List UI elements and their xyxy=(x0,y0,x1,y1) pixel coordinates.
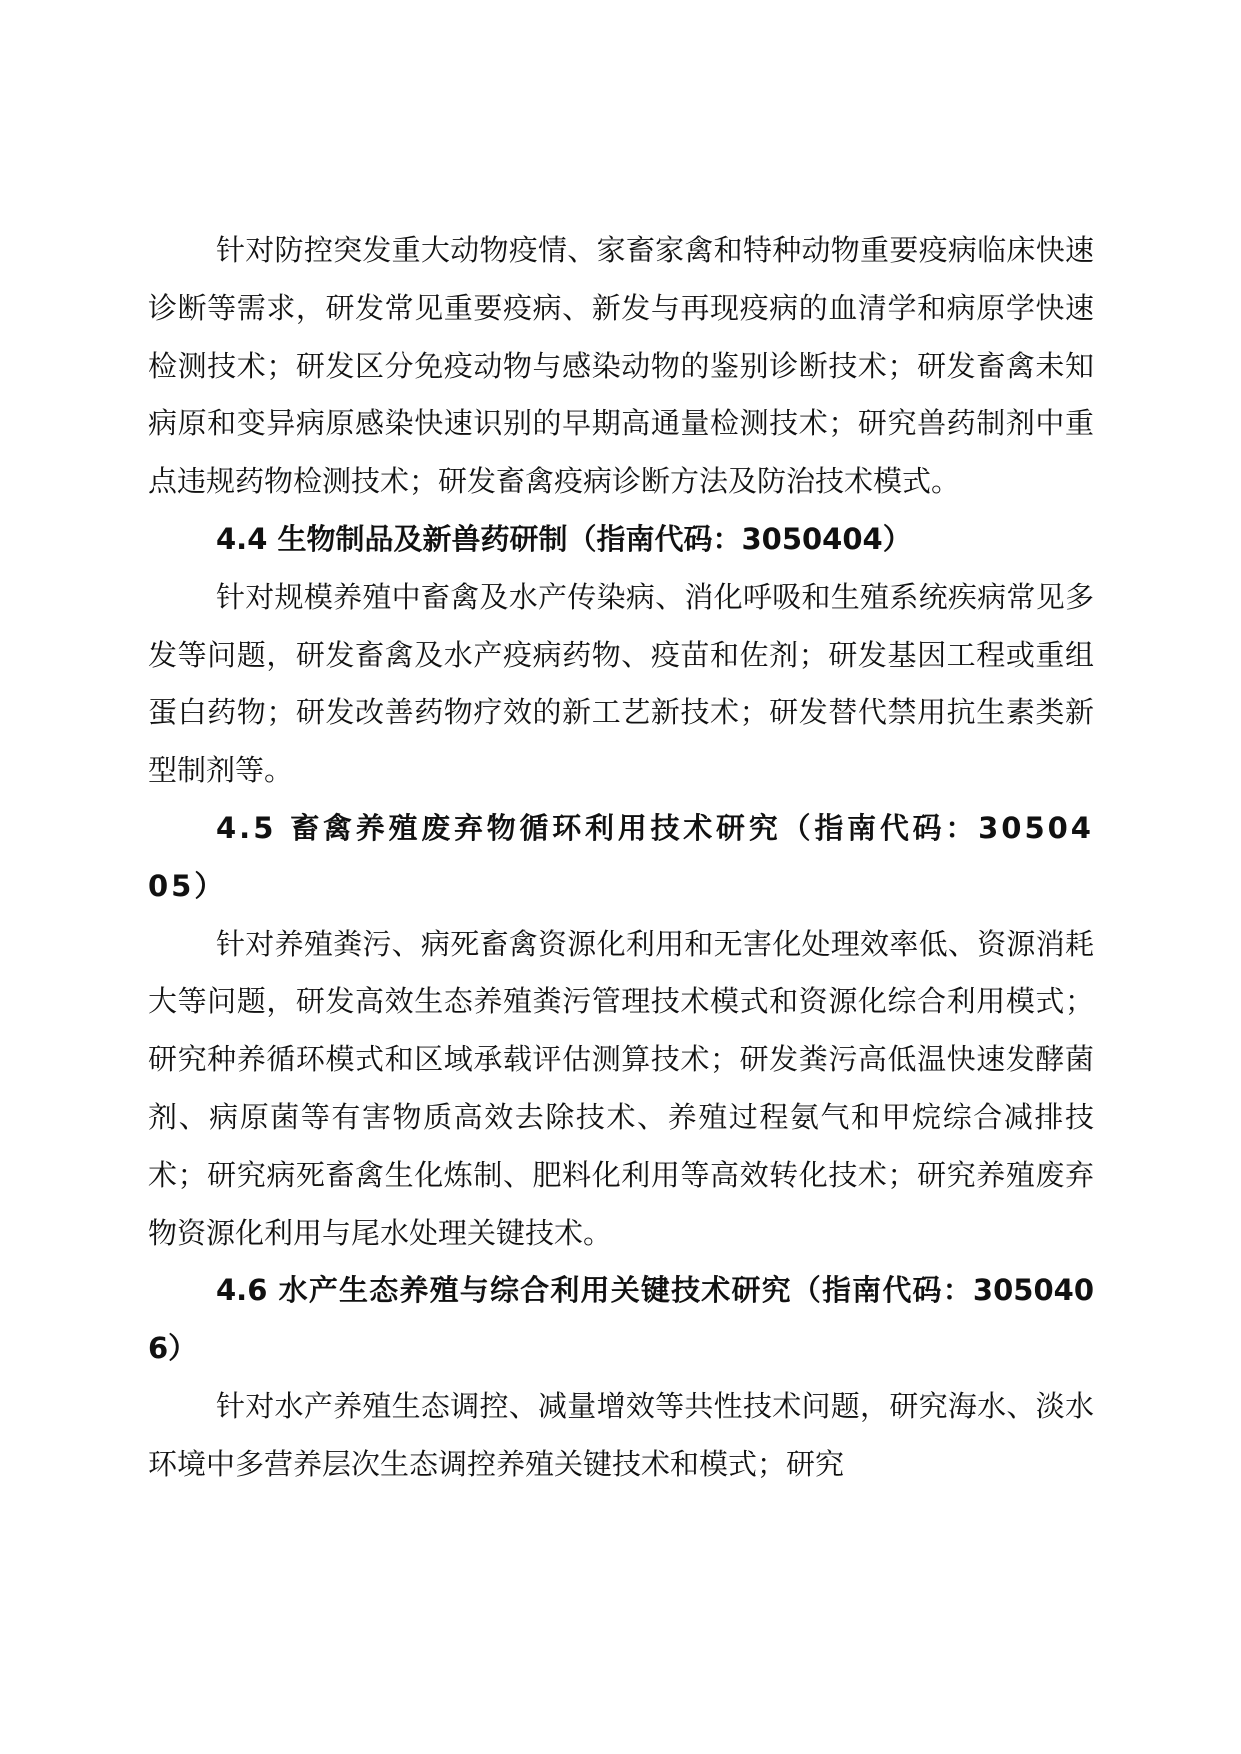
section-heading-4-4: 4.4 生物制品及新兽药研制（指南代码：3050404） xyxy=(216,521,912,556)
document-page xyxy=(148,222,1094,1494)
paragraph-biologics: 针对规模养殖中畜禽及水产传染病、消化呼吸和生殖系统疾病常见多发等问题，研发畜禽及水产疫病药物、疫苗和佐剂；研发基因工程或重组蛋白药物；研发改善药物疗效的新工艺新技术；研发替代禁用抗生素类新型制剂等。 xyxy=(148,579,1094,788)
paragraph-disease-diagnosis: 针对防控突发重大动物疫情、家畜家禽和特种动物重要疫病临床快速诊断等需求，研发常见重要疫病、新发与再现疫病的血清学和病原学快速检测技术；研发区分免疫动物与感染动物的鉴别诊断技术；研发畜禽未知病原和变异病原感染快速识别的早期高通量检测技术；研究兽药制剂中重点违规药物检测技术；研发畜禽疫病诊断方法及防治技术模式。 xyxy=(148,233,1094,499)
section-heading-4-5: 4.5 畜禽养殖废弃物循环利用技术研究（指南代码：3050405） xyxy=(148,810,1094,903)
paragraph-waste-recycling: 针对养殖粪污、病死畜禽资源化利用和无害化处理效率低、资源消耗大等问题，研发高效生态养殖粪污管理技术模式和资源化综合利用模式；研究种养循环模式和区域承载评估测算技术；研发粪污高低温快速发酵菌剂、病原菌等有害物质高效去除技术、养殖过程氨气和甲烷综合减排技术；研究病死畜禽生化炼制、肥料化利用等高效转化技术；研究养殖废弃物资源化利用与尾水处理关键技术。 xyxy=(148,926,1094,1250)
section-heading-4-6: 4.6 水产生态养殖与综合利用关键技术研究（指南代码：3050406） xyxy=(148,1273,1094,1366)
paragraph-aquaculture: 针对水产养殖生态调控、减量增效等共性技术问题，研究海水、淡水环境中多营养层次生态调控养殖关键技术和模式；研究 xyxy=(148,1388,1094,1481)
